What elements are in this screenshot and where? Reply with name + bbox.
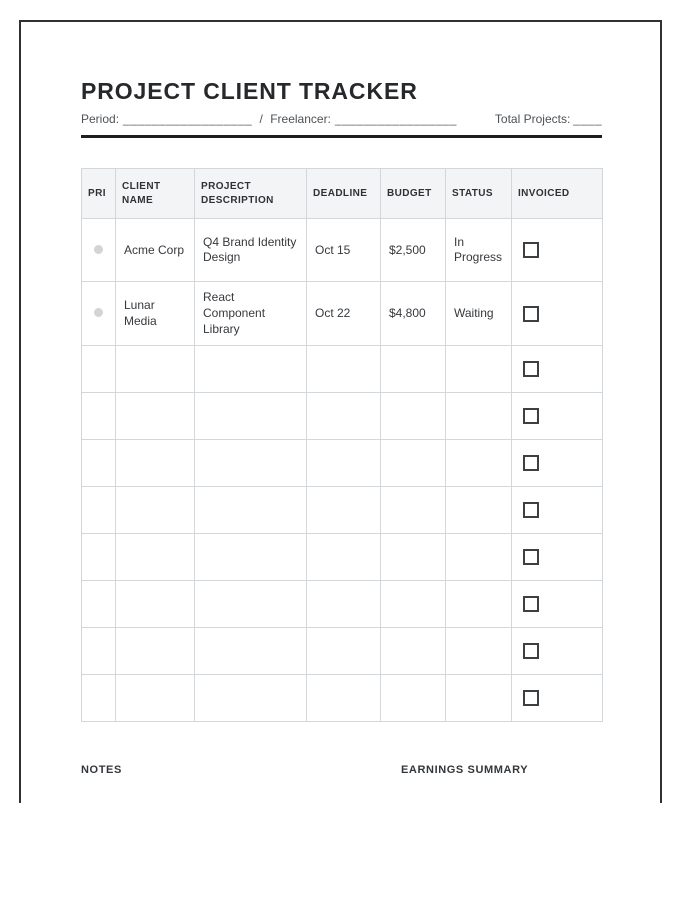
budget-cell xyxy=(381,534,446,581)
invoiced-cell xyxy=(512,346,603,393)
invoiced-checkbox[interactable] xyxy=(523,502,539,518)
deadline-cell: Oct 15 xyxy=(307,219,381,282)
status-cell xyxy=(446,346,512,393)
project-table xyxy=(81,168,603,722)
invoiced-checkbox[interactable] xyxy=(523,643,539,659)
invoiced-checkbox[interactable] xyxy=(523,242,539,258)
client-cell xyxy=(116,440,195,487)
table-row-empty xyxy=(82,581,603,628)
earnings-summary-heading: EARNINGS SUMMARY xyxy=(401,764,529,777)
total-projects-label: Total Projects: xyxy=(494,112,571,127)
invoiced-checkbox[interactable] xyxy=(523,306,539,322)
column-header-invoiced: INVOICED xyxy=(512,169,603,219)
desc-cell xyxy=(195,346,307,393)
header-divider-rule xyxy=(81,135,602,138)
table-row-empty xyxy=(82,393,603,440)
deadline-cell xyxy=(307,440,381,487)
invoiced-cell xyxy=(512,675,603,722)
period-label: Period: xyxy=(81,112,120,127)
status-cell: Waiting xyxy=(446,282,512,346)
desc-cell xyxy=(195,581,307,628)
table-row xyxy=(82,219,603,282)
status-cell xyxy=(446,628,512,675)
meta-row xyxy=(81,112,602,126)
client-cell xyxy=(116,393,195,440)
status-cell xyxy=(446,440,512,487)
desc-cell xyxy=(195,440,307,487)
invoiced-cell xyxy=(512,393,603,440)
priority-cell xyxy=(82,581,116,628)
period-freelancer-line xyxy=(81,112,461,126)
client-cell xyxy=(116,534,195,581)
table-row-empty xyxy=(82,346,603,393)
deadline-cell xyxy=(307,346,381,393)
desc-cell: React Component Library xyxy=(195,282,307,346)
client-cell xyxy=(116,628,195,675)
status-cell xyxy=(446,393,512,440)
invoiced-cell xyxy=(512,282,603,346)
table-row-empty xyxy=(82,487,603,534)
deadline-cell xyxy=(307,393,381,440)
priority-cell xyxy=(82,219,116,282)
invoiced-cell xyxy=(512,628,603,675)
table-row-empty xyxy=(82,440,603,487)
column-header-deadline: DEADLINE xyxy=(307,169,381,219)
footer-section xyxy=(81,764,602,776)
priority-cell xyxy=(82,675,116,722)
budget-cell xyxy=(381,628,446,675)
freelancer-blank-line: _________________ xyxy=(334,112,457,127)
budget-cell xyxy=(381,581,446,628)
status-cell xyxy=(446,487,512,534)
meta-separator: / xyxy=(259,112,263,127)
budget-cell: $4,800 xyxy=(381,282,446,346)
budget-cell xyxy=(381,346,446,393)
invoiced-checkbox[interactable] xyxy=(523,408,539,424)
deadline-cell xyxy=(307,534,381,581)
budget-cell xyxy=(381,440,446,487)
priority-cell xyxy=(82,282,116,346)
tracker-page xyxy=(19,20,662,803)
notes-heading: NOTES xyxy=(81,764,122,777)
priority-dot xyxy=(94,308,103,317)
priority-cell xyxy=(82,346,116,393)
table-header-row xyxy=(82,169,603,219)
column-header-client: CLIENT NAME xyxy=(116,169,195,219)
invoiced-checkbox[interactable] xyxy=(523,361,539,377)
column-header-status: STATUS xyxy=(446,169,512,219)
priority-dot xyxy=(94,245,103,254)
invoiced-cell xyxy=(512,534,603,581)
status-cell xyxy=(446,581,512,628)
deadline-cell xyxy=(307,581,381,628)
priority-cell xyxy=(82,534,116,581)
invoiced-cell xyxy=(512,219,603,282)
invoiced-cell xyxy=(512,581,603,628)
total-projects-blank-line: ____ xyxy=(573,112,602,127)
priority-cell xyxy=(82,440,116,487)
invoiced-checkbox[interactable] xyxy=(523,596,539,612)
invoiced-checkbox[interactable] xyxy=(523,455,539,471)
client-cell xyxy=(116,346,195,393)
column-header-pri: PRI xyxy=(82,169,116,219)
desc-cell xyxy=(195,628,307,675)
client-cell xyxy=(116,581,195,628)
budget-cell xyxy=(381,393,446,440)
table-row xyxy=(82,282,603,346)
budget-cell xyxy=(381,675,446,722)
period-blank-line: __________________ xyxy=(123,112,253,127)
client-cell xyxy=(116,487,195,534)
deadline-cell xyxy=(307,628,381,675)
desc-cell xyxy=(195,487,307,534)
deadline-cell xyxy=(307,487,381,534)
deadline-cell xyxy=(307,675,381,722)
invoiced-checkbox[interactable] xyxy=(523,690,539,706)
client-cell: Lunar Media xyxy=(116,282,195,346)
desc-cell xyxy=(195,534,307,581)
status-cell xyxy=(446,534,512,581)
desc-cell xyxy=(195,675,307,722)
client-cell: Acme Corp xyxy=(116,219,195,282)
budget-cell: $2,500 xyxy=(381,219,446,282)
invoiced-cell xyxy=(512,440,603,487)
budget-cell xyxy=(381,487,446,534)
invoiced-checkbox[interactable] xyxy=(523,549,539,565)
page-title: PROJECT CLIENT TRACKER xyxy=(81,78,418,104)
column-header-budget: BUDGET xyxy=(381,169,446,219)
table-row-empty xyxy=(82,675,603,722)
table-row-empty xyxy=(82,628,603,675)
priority-cell xyxy=(82,393,116,440)
status-cell xyxy=(446,675,512,722)
invoiced-cell xyxy=(512,487,603,534)
client-cell xyxy=(116,675,195,722)
column-header-desc: PROJECT DESCRIPTION xyxy=(195,169,307,219)
priority-cell xyxy=(82,487,116,534)
priority-cell xyxy=(82,628,116,675)
table-row-empty xyxy=(82,534,603,581)
deadline-cell: Oct 22 xyxy=(307,282,381,346)
status-cell: In Progress xyxy=(446,219,512,282)
total-projects-line xyxy=(492,112,602,126)
desc-cell: Q4 Brand Identity Design xyxy=(195,219,307,282)
freelancer-label: Freelancer: xyxy=(270,112,331,127)
desc-cell xyxy=(195,393,307,440)
